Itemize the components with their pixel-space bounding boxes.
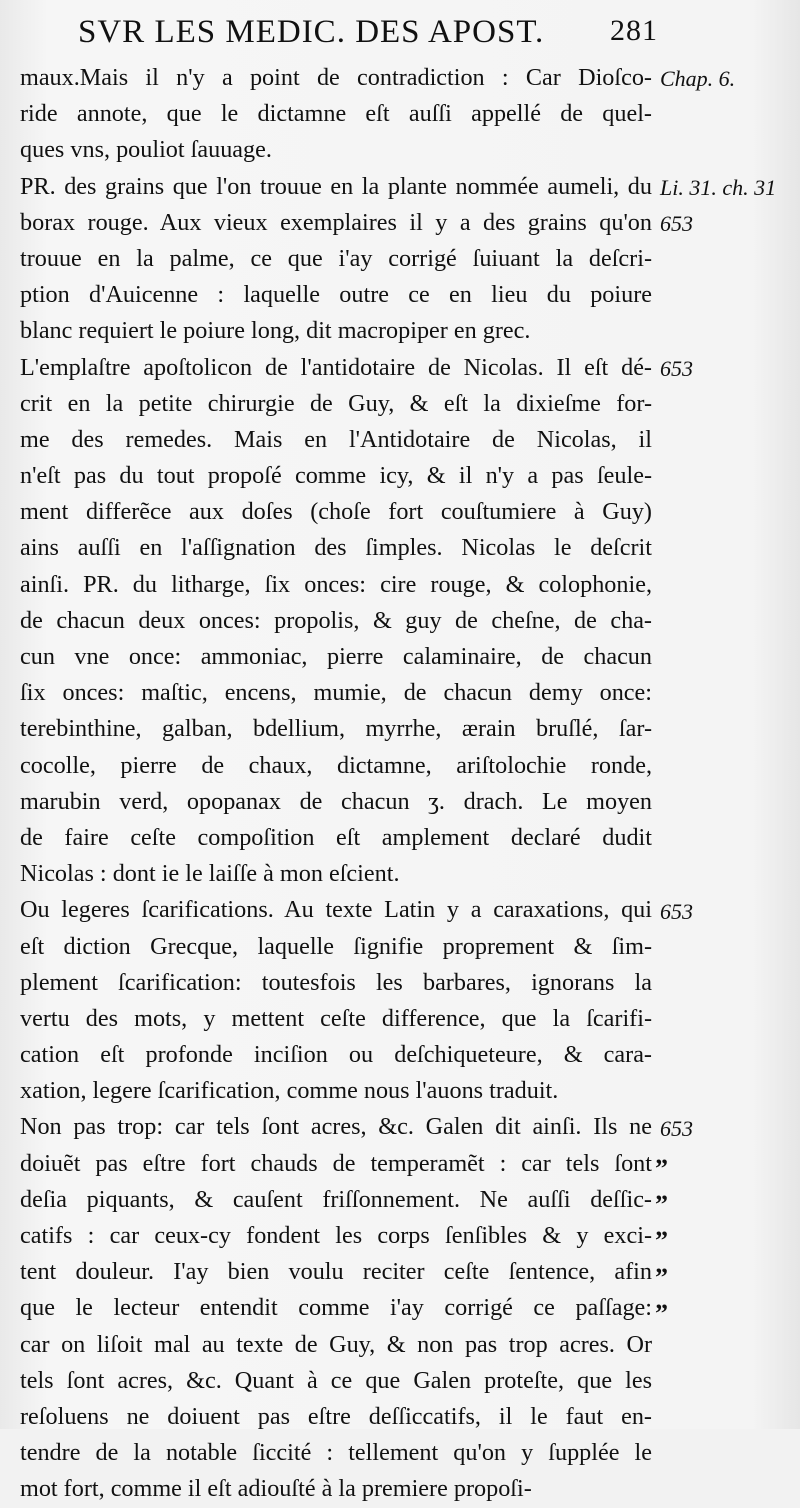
running-title: SVR LES MEDIC. DES APOST. [78,14,545,50]
text-line: trouue en la palme, ce que i'ay corrigé ſuiuant la deſcri- [20,244,652,272]
text-line: terebinthine, galban, bdellium, myrrhe, ærain bruſlé, ſar- [20,715,652,743]
text-line: tels ſont acres, &c. Quant à ce que Galen proteſte, que les [20,1366,652,1394]
margin-quote-mark: ” [655,1190,668,1220]
text-line: tendre de la notable ſiccité : tellement qu'on y ſupplée le [20,1439,652,1467]
margin-note: 653 [660,1115,693,1141]
text-line: ains auſſi en l'aſſignation des ſimples. Nicolas le deſcrit [20,534,652,562]
text-line: ride annote, que le dictamne eſt auſſi appellé de quel- [20,100,652,128]
text-line: ſix onces: maſtic, encens, mumie, de chacun demy once: [20,679,652,707]
text-line: ption d'Auicenne : laquelle outre ce en lieu du poiure [20,281,652,309]
margin-note: 653 [660,355,693,381]
text-line: crit en la petite chirurgie de Guy, & eſt la dixieſme for- [20,389,652,417]
text-line: vertu des mots, y mettent ceſte difference, que la ſcarifi- [20,1004,652,1032]
margin-note: 653 [660,898,693,924]
text-line: Nicolas : dont ie le laiſſe à mon eſcient. [20,860,400,888]
text-line: plement ſcarification: toutesfois les barbares, ignorans la [20,968,652,996]
text-line: cocolle, pierre de chaux, dictamne, ariſtolochie ronde, [20,751,652,779]
margin-note: 653 [660,210,693,236]
text-line: que le lecteur entendit comme i'ay corrigé ce paſſage: [20,1294,652,1322]
text-line: Non pas trop: car tels ſont acres, &c. Galen dit ainſi. Ils ne [20,1113,652,1141]
text-line: PR. des grains que l'on trouue en la plante nommée aumeli, du [20,172,652,200]
text-line: ment differẽce aux doſes (choſe fort couſtumiere à Guy) [20,498,652,526]
margin-quote-mark: ” [655,1154,668,1183]
text-line: catifs : car ceux-cy fondent les corps ſenſibles & y exci- [20,1222,652,1249]
text-line: deſia piquants, & cauſent friſſonnement. Ne auſſi deſſic- [20,1185,652,1213]
text-line: de faire ceſte compoſition eſt amplement declaré dudit [20,823,652,851]
text-line: blanc requiert le poiure long, dit macropiper en grec. [20,317,531,345]
text-line: Ou legeres ſcarifications. Au texte Latin y a caraxations, qui [20,896,652,924]
text-line: n'eſt pas du tout propoſé comme icy, & il n'y a pas ſeule- [20,462,652,490]
margin-quote-mark: ” [655,1226,668,1256]
text-line: cation eſt profonde inciſion ou deſchiqueteure, & cara- [20,1041,652,1069]
margin-note: Chap. 6. [660,66,736,91]
page-number: 281 [610,14,658,47]
text-line: maux.Mais il n'y a point de contradiction : Car Dioſco- [20,64,652,91]
text-line: reſoluens ne doiuent pas eſtre deſſiccatifs, il le faut en- [20,1402,652,1430]
text-line: tent douleur. I'ay bien voulu reciter ceſte ſentence, afin [20,1258,652,1286]
text-line: ques vns, pouliot ſauuage. [20,136,272,164]
text-line: borax rouge. Aux vieux exemplaires il y a des grains qu'on [20,208,652,236]
margin-quote-mark: ” [655,1262,668,1292]
text-line: doiuẽt pas eſtre fort chauds de temperamẽt : car tels ſont [20,1149,652,1177]
running-header [78,14,658,51]
text-line: eſt diction Grecque, laquelle ſignifie proprement & ſim- [20,932,652,960]
margin-note: Li. 31. ch. 31 [660,174,777,200]
text-line: me des remedes. Mais en l'Antidotaire de Nicolas, il [20,425,652,453]
body-text [20,60,652,1508]
text-line: de chacun deux onces: propolis, & guy de cheſne, de cha- [20,606,652,634]
text-line: marubin verd, opopanax de chacun ʒ. drach. Le moyen [20,787,652,815]
text-line: car on liſoit mal au texte de Guy, & non pas trop acres. Or [20,1330,652,1358]
text-line: xation, legere ſcarification, comme nous l'auons traduit. [20,1077,559,1105]
text-line: mot fort, comme il eſt adiouſté à la premiere propoſi- [20,1475,532,1503]
margin-quote-mark: ” [655,1298,668,1328]
text-line: ainſi. PR. du litharge, ſix onces: cire rouge, & colophonie, [20,570,652,598]
text-line: cun vne once: ammoniac, pierre calaminaire, de chacun [20,643,652,670]
text-line: L'emplaſtre apoſtolicon de l'antidotaire de Nicolas. Il eſt dé- [20,353,652,381]
